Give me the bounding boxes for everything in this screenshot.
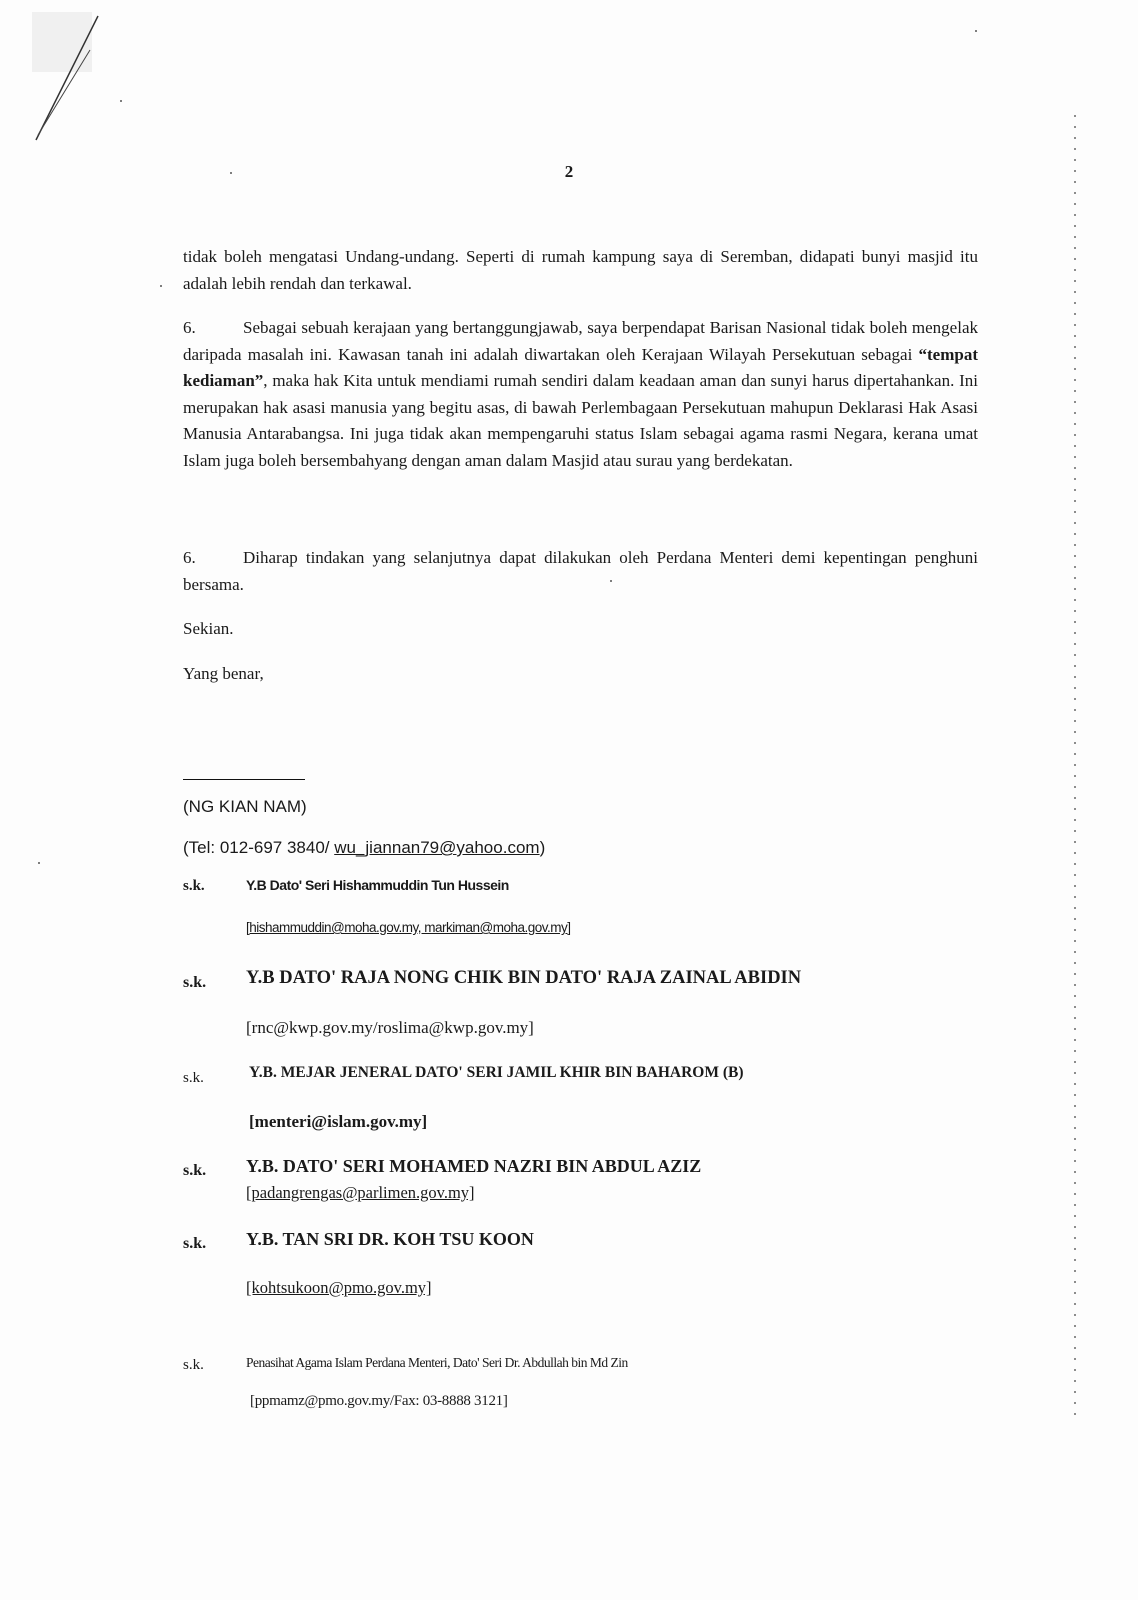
page-number: 2 <box>564 162 574 181</box>
scan-speck <box>160 285 162 287</box>
closing-yang-benar: Yang benar, <box>183 664 264 683</box>
scan-artifact-icon <box>30 10 110 150</box>
signatory-name: (NG KIAN NAM) <box>183 797 307 816</box>
scan-speck <box>38 862 40 864</box>
tel-text: (Tel: 012-697 3840/ <box>183 838 335 857</box>
cc-recipient-email[interactable]: [ppmamz@pmo.gov.my/Fax: 03-8888 3121] <box>250 1393 508 1409</box>
cc-recipient-name: Y.B. TAN SRI DR. KOH TSU KOON <box>246 1229 534 1249</box>
cc-recipient-name: Y.B. MEJAR JENERAL DATO' SERI JAMIL KHIR BIN BAHAROM (B) <box>249 1064 744 1081</box>
closing-sekian: Sekian. <box>183 619 234 638</box>
paragraph-text: Diharap tindakan yang selanjutnya dapat dilakukan oleh Perdana Menteri demi kepentingan penghuni bersama. <box>183 548 978 594</box>
cc-recipient-email[interactable]: [padangrengas@parlimen.gov.my] <box>246 1183 475 1202</box>
cc-recipient-email[interactable]: [kohtsukoon@pmo.gov.my] <box>246 1278 432 1297</box>
paragraph-6a <box>183 315 978 475</box>
signature-line <box>183 779 305 780</box>
cc-recipient-email[interactable]: [rnc@kwp.gov.my/roslima@kwp.gov.my] <box>246 1018 534 1037</box>
paragraph-text: , maka hak Kita untuk mendiami rumah sendiri dalam keadaan aman dan sunyi harus dipertahankan. Ini merupakan hak asasi manusia yang begitu asas, di bawah Perlembagaan Persekutuan mahupun Deklarasi Hak Asasi Manusia Antarabangsa. Ini juga tidak akan mempengaruhi status Islam sebagai agama rasmi Negara, kerana umat Islam juga boleh bersembahyang dengan aman dalam Masjid atau surau yang berdekatan. <box>183 371 978 470</box>
paragraph-text: Sebagai sebuah kerajaan yang bertanggungjawab, saya berpendapat Barisan Nasional tidak boleh mengelak daripada masalah ini. Kawasan tanah ini adalah diwartakan oleh Kerajaan Wilayah Persekutuan sebagai <box>183 318 978 364</box>
cc-recipient-email[interactable]: [menteri@islam.gov.my] <box>249 1112 428 1131</box>
cc-recipient-name: Y.B DATO' RAJA NONG CHIK BIN DATO' RAJA ZAINAL ABIDIN <box>246 968 802 988</box>
paragraph-number: 6. <box>183 318 196 337</box>
cc-label: s.k. <box>183 1235 207 1252</box>
cc-recipient-name: Y.B. DATO' SERI MOHAMED NAZRI BIN ABDUL AZIZ <box>246 1156 702 1176</box>
paragraph-emphasis: “tempat kediaman” <box>183 344 978 391</box>
scan-edge-dots <box>1072 115 1078 1415</box>
cc-recipient-name: Y.B Dato' Seri Hishammuddin Tun Hussein <box>246 877 509 893</box>
tel-suffix: ) <box>539 838 546 857</box>
cc-recipient-name: Penasihat Agama Islam Perdana Menteri, Dato' Seri Dr. Abdullah bin Md Zin <box>246 1355 628 1370</box>
scan-speck <box>975 30 977 32</box>
scan-speck <box>120 100 122 102</box>
cc-label: s.k. <box>183 1357 204 1373</box>
paragraph-number: 6. <box>183 548 196 567</box>
cc-label: s.k. <box>183 1070 204 1086</box>
cc-label: s.k. <box>183 1162 207 1179</box>
email-link[interactable]: wu_jiannan79@yahoo.com <box>334 838 540 857</box>
paragraph-6b <box>183 545 978 598</box>
cc-label: s.k. <box>183 878 205 894</box>
signatory-contact <box>183 838 545 858</box>
paragraph-continued: tidak boleh mengatasi Undang-undang. Seperti di rumah kampung saya di Seremban, didapati bunyi masjid itu adalah lebih rendah dan terkawal. <box>183 247 978 293</box>
cc-label: s.k. <box>183 974 207 991</box>
cc-recipient-email[interactable]: [hishammuddin@moha.gov.my, markiman@moha.gov.my] <box>246 920 571 935</box>
